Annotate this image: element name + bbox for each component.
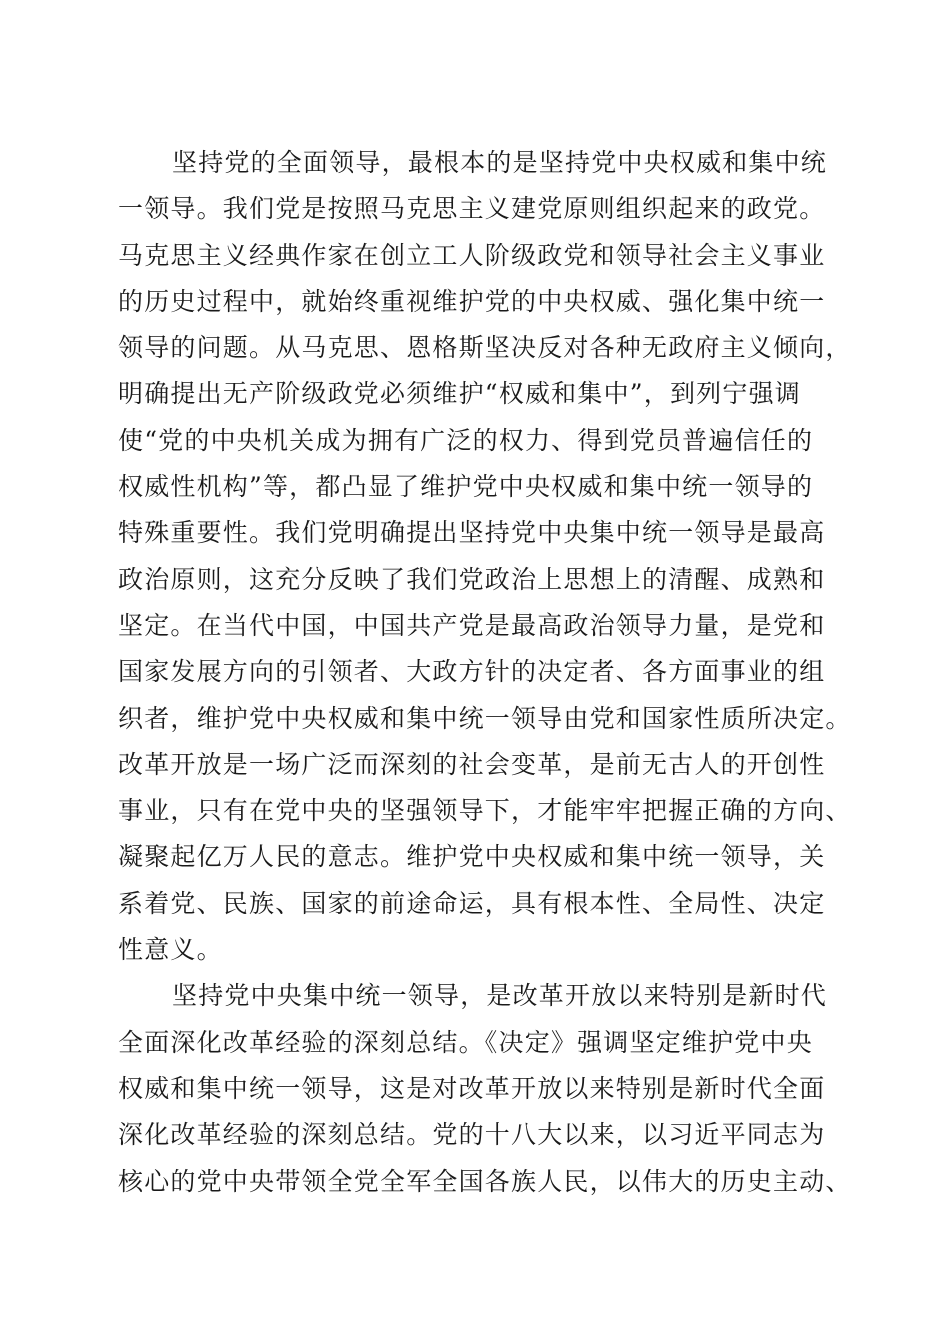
text-line: 的历史过程中，就始终重视维护党的中央权威、强化集中统一: [118, 286, 826, 316]
text-line: 凝聚起亿万人民的意志。维护党中央权威和集中统一领导，关: [118, 842, 826, 872]
document-body: [118, 140, 852, 1205]
text-line: 改革开放是一场广泛而深刻的社会变革，是前无古人的开创性: [118, 749, 826, 779]
text-line: 事业，只有在党中央的坚强领导下，才能牢牢把握正确的方向、: [118, 796, 852, 826]
text-line: 权威性机构”等，都凸显了维护党中央权威和集中统一领导的: [118, 472, 814, 502]
paragraph-2: [118, 973, 852, 1204]
text-line: 领导的问题。从马克思、恩格斯坚决反对各种无政府主义倾向，: [118, 333, 852, 363]
text-line: 权威和集中统一领导，这是对改革开放以来特别是新时代全面: [118, 1073, 826, 1103]
text-line: 织者，维护党中央权威和集中统一领导由党和国家性质所决定。: [118, 703, 852, 733]
text-line: 一领导。我们党是按照马克思主义建党原则组织起来的政党。: [118, 194, 826, 224]
text-line: 国家发展方向的引领者、大政方针的决定者、各方面事业的组: [118, 657, 826, 687]
text-line: 明确提出无产阶级政党必须维护“权威和集中”，到列宁强调: [118, 379, 801, 409]
text-line: 特殊重要性。我们党明确提出坚持党中央集中统一领导是最高: [118, 518, 826, 548]
text-line: 政治原则，这充分反映了我们党政治上思想上的清醒、成熟和: [118, 564, 826, 594]
text-line: 核心的党中央带领全党全军全国各族人民，以伟大的历史主动、: [118, 1166, 852, 1196]
text-line: 深化改革经验的深刻总结。党的十八大以来，以习近平同志为: [118, 1120, 826, 1150]
text-line: 系着党、民族、国家的前途命运，具有根本性、全局性、决定: [118, 888, 826, 918]
text-line: 性意义。: [118, 935, 223, 965]
text-line: 坚持党中央集中统一领导，是改革开放以来特别是新时代: [172, 981, 828, 1011]
text-line: 坚定。在当代中国，中国共产党是最高政治领导力量，是党和: [118, 610, 826, 640]
paragraph-1: [118, 140, 852, 973]
text-line: 坚持党的全面领导，最根本的是坚持党中央权威和集中统: [172, 148, 828, 177]
text-line: 使“党的中央机关成为拥有广泛的权力、得到党员普遍信任的: [118, 425, 814, 455]
text-line: 全面深化改革经验的深刻总结。《决定》强调坚定维护党中央: [118, 1027, 813, 1057]
text-line: 马克思主义经典作家在创立工人阶级政党和领导社会主义事业: [118, 240, 826, 270]
